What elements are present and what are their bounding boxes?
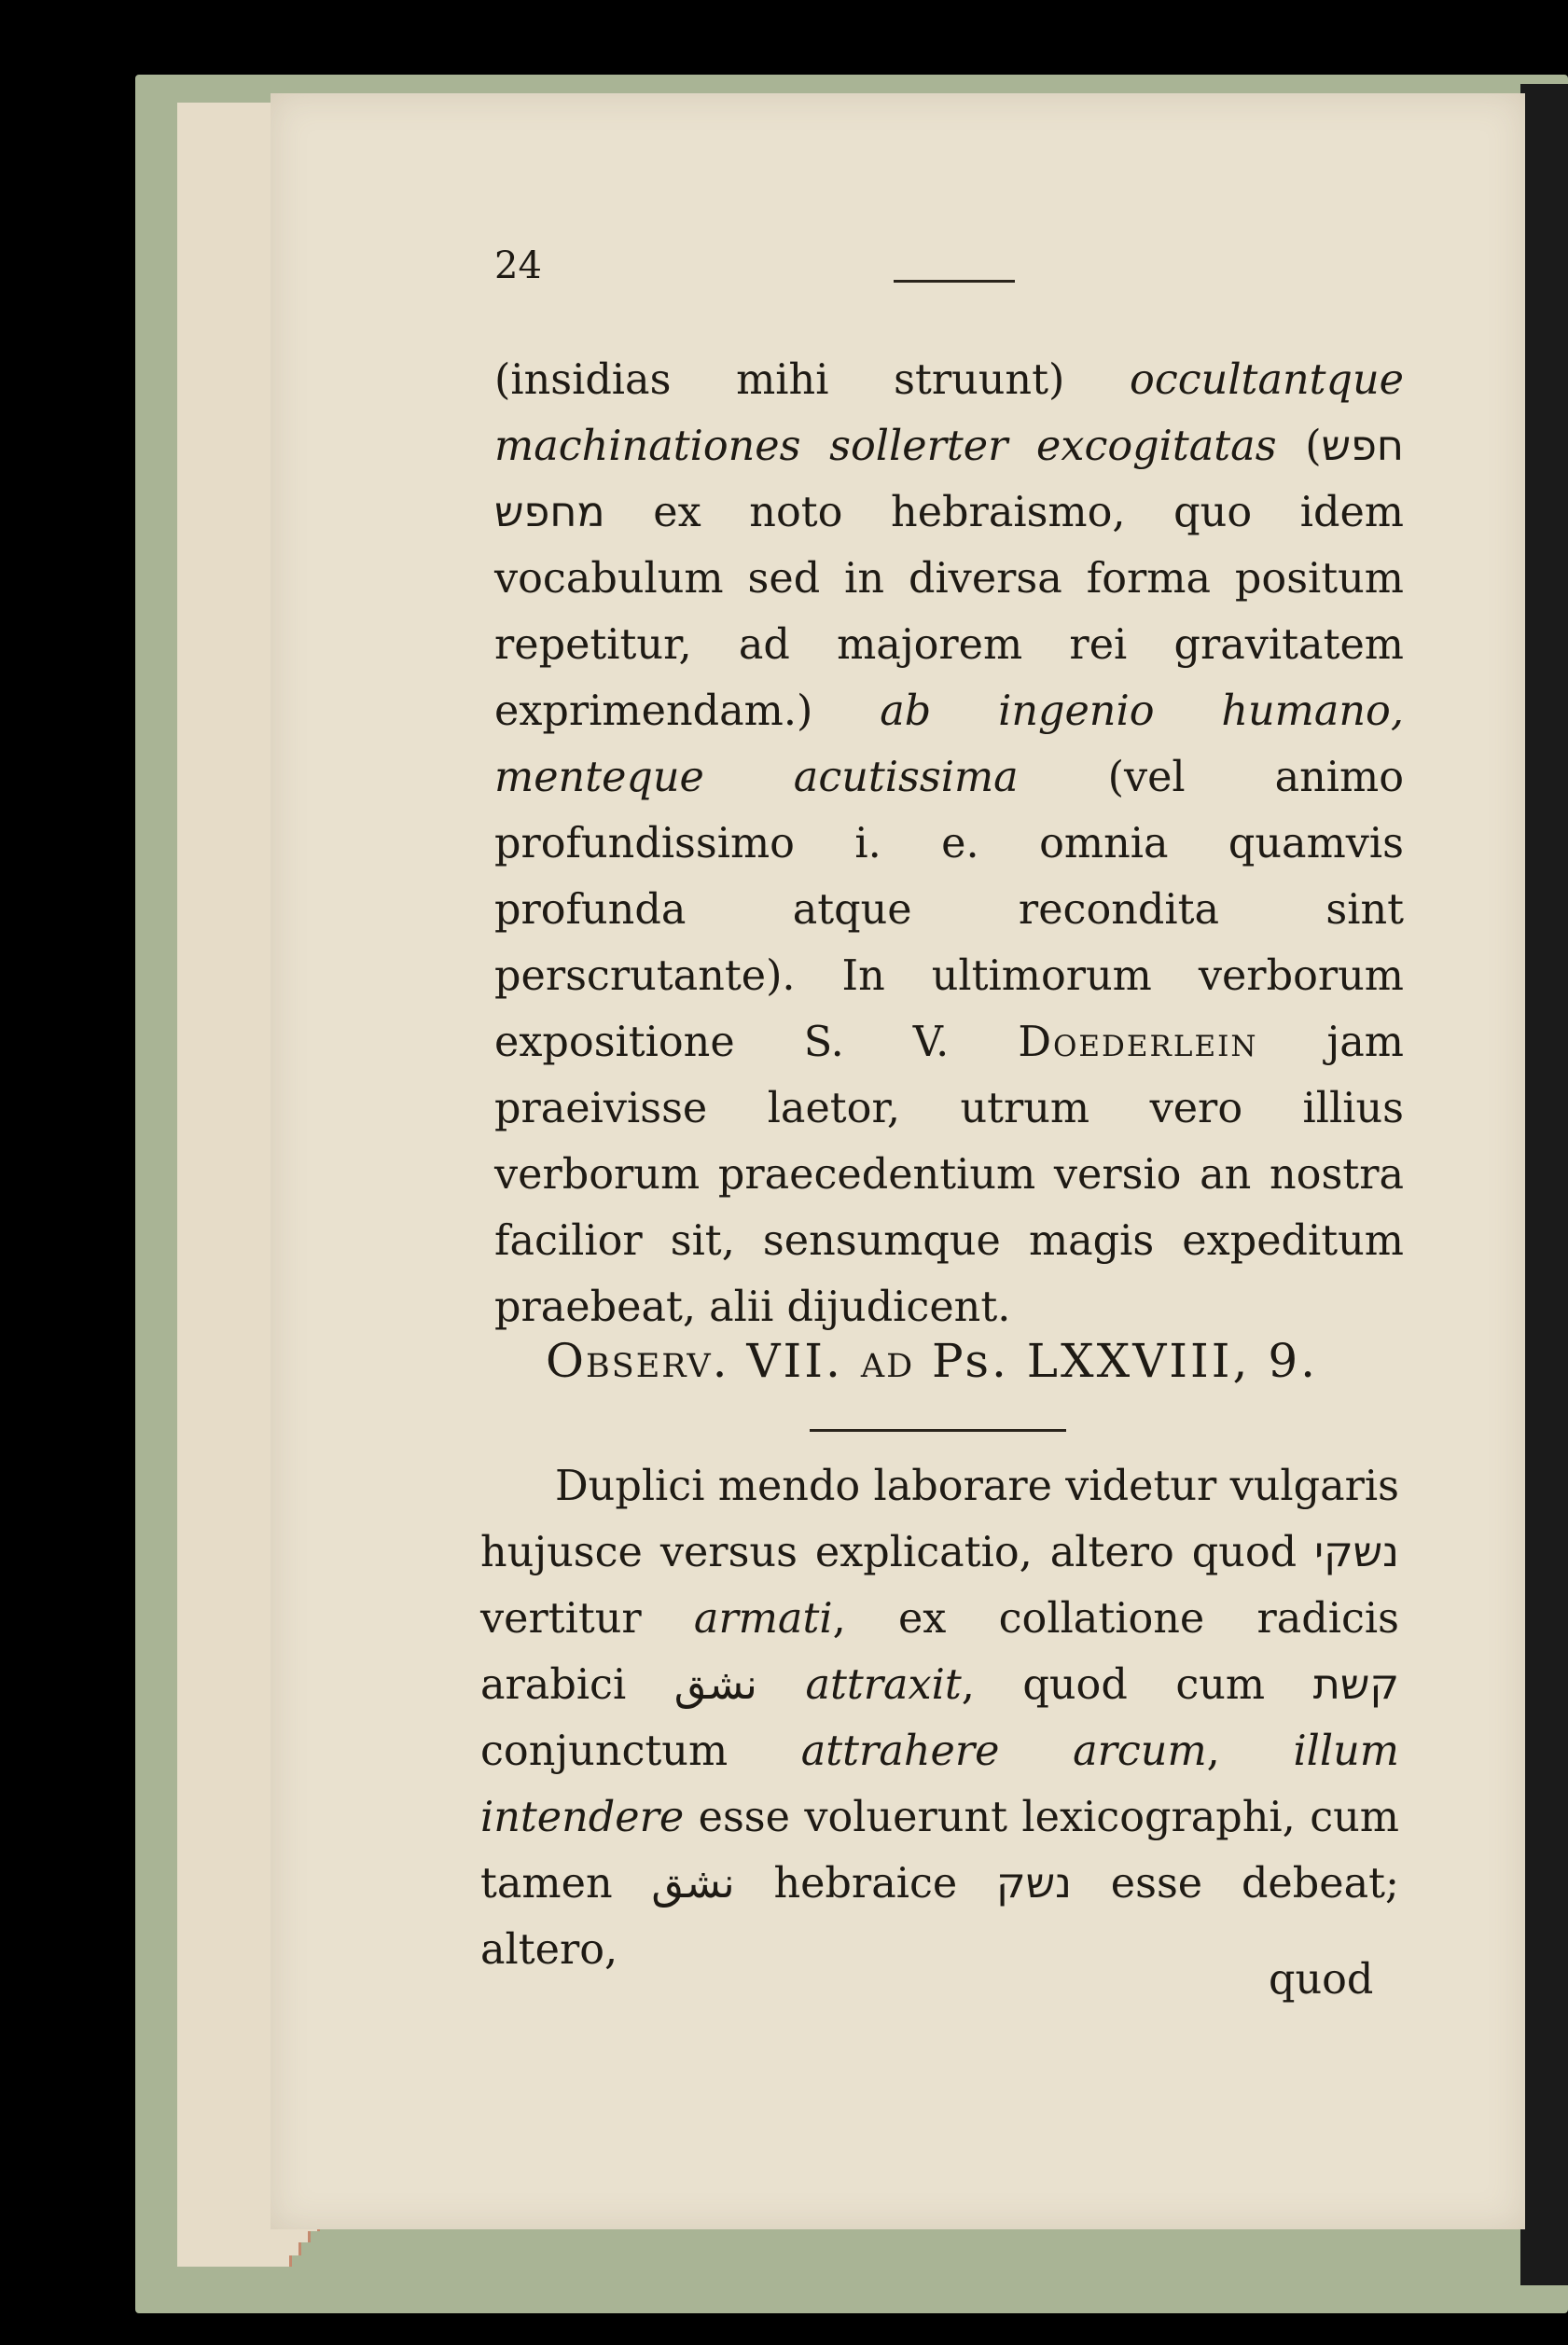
arabic-word: نشق (673, 1661, 757, 1709)
hebrew-phrase: חפש מחפש (494, 423, 1404, 536)
text-run: ex noto hebraismo, quo idem vocabulum sed in diversa forma positum repetitur, ad majorem rei gravitatem exprimendam.) (494, 489, 1404, 735)
hebrew-word: נשק (996, 1860, 1072, 1908)
paragraph-1 (494, 347, 1404, 1340)
italic-run: illum intendere (480, 1728, 1399, 1841)
text-run: , quod cum (961, 1661, 1313, 1709)
text-run: (insidias mihi struunt) (494, 356, 1131, 404)
section-heading (546, 1334, 1318, 1388)
heading-ad: ad (860, 1334, 915, 1388)
heading-reference: Ps. LXXVIII, 9. (914, 1334, 1319, 1388)
page-number: 24 (494, 244, 542, 287)
italic-run: attraxit (805, 1661, 962, 1709)
heading-observ: Observ. (546, 1334, 729, 1388)
paragraph-2 (480, 1453, 1399, 1983)
text-run: hebraice (734, 1860, 997, 1908)
italic-run: attrahere arcum (800, 1728, 1207, 1775)
italic-run: ab ingenio humano, menteque acutissima (494, 687, 1404, 801)
arabic-word: نشق (651, 1860, 735, 1908)
text-run (757, 1661, 806, 1709)
text-run: esse debeat; altero, (480, 1860, 1399, 1974)
text-run: , ex collatione radicis arabici (480, 1595, 1399, 1709)
text-run: jam praeivisse laetor, utrum vero illius verborum praecedentium versio an nostra facilior sit, sensumque magis expeditum praebeat, alii dijudicent. (494, 1019, 1405, 1331)
book-gutter (1520, 84, 1568, 2285)
hebrew-word: נשקי (1314, 1529, 1399, 1576)
text-run: (vel animo profundissimo i. e. omnia quamvis profunda atque recondita sint perscrutante). In ultimorum verborum expositione S. V. (494, 754, 1404, 1066)
text-run: ( (1276, 423, 1322, 470)
text-run: esse voluerunt lexicographi, cum tamen (480, 1794, 1399, 1908)
catchword: quod (1269, 1956, 1374, 2004)
heading-number: VII. (728, 1334, 861, 1388)
text-run: conjunctum (480, 1728, 801, 1775)
hebrew-word: קשת (1312, 1661, 1399, 1709)
header-rule (894, 280, 1015, 283)
author-name: Doederlein (1018, 1019, 1258, 1066)
heading-rule (810, 1429, 1066, 1432)
text-run: vertitur (480, 1595, 694, 1643)
text-run: , (1206, 1728, 1294, 1775)
text-run: Duplici mendo laborare videtur vulgaris hujusce versus explicatio, altero quod (480, 1463, 1399, 1576)
italic-run: occultantque machinationes sollerter excogitatas (494, 356, 1404, 470)
italic-run: armati (693, 1595, 833, 1643)
